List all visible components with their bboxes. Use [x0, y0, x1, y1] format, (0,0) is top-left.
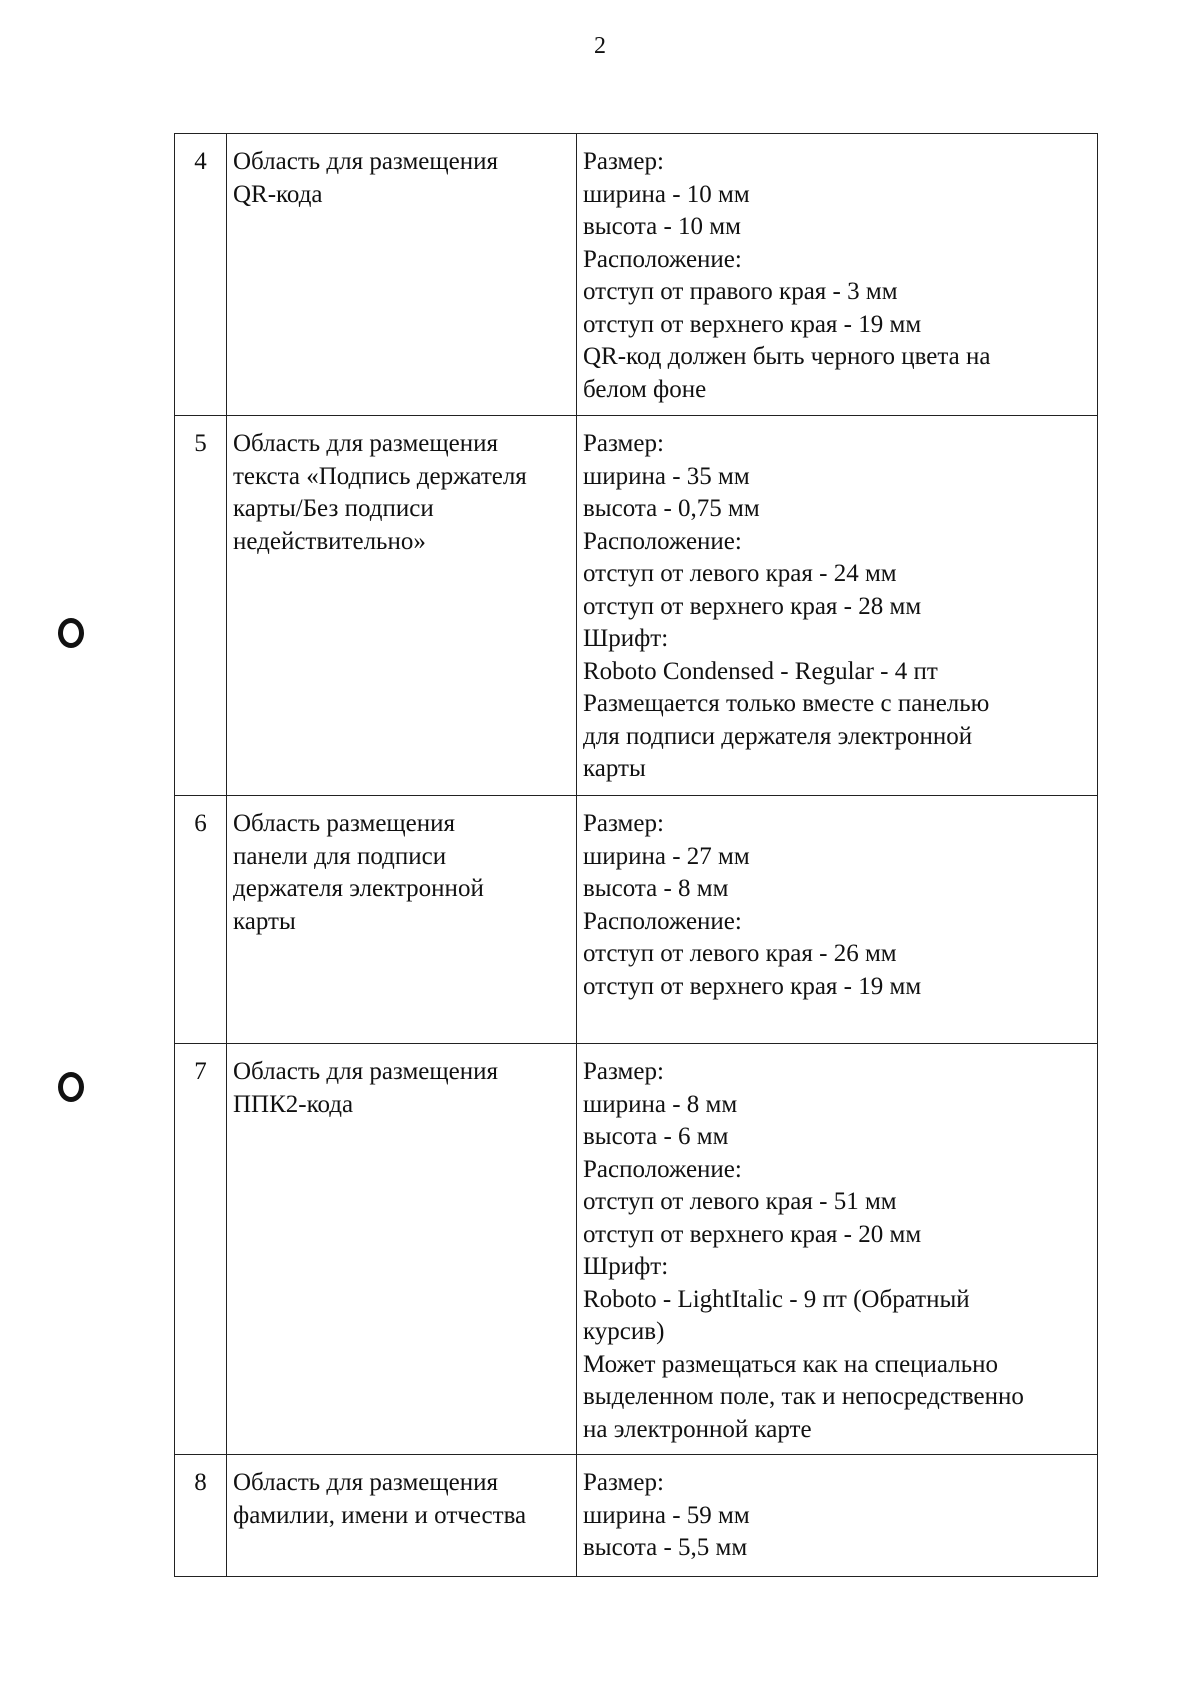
row-number: 6: [175, 796, 227, 1044]
row-spec-line: ширина - 35 мм: [583, 462, 750, 490]
row-spec-line: Roboto - LightItalic - 9 пт (Обратный: [583, 1285, 970, 1313]
row-name-line: карты: [233, 907, 296, 935]
row-spec-cell: [577, 796, 1098, 1044]
table-row: [175, 416, 1098, 796]
row-number: 7: [175, 1044, 227, 1455]
row-spec-line: высота - 6 мм: [583, 1123, 729, 1150]
row-name-line: карты/Без подписи: [233, 495, 434, 522]
row-spec-line: Может размещаться как на специально: [583, 1350, 998, 1378]
punch-hole-mark: [58, 1072, 84, 1102]
row-spec-line: белом фоне: [583, 375, 707, 403]
row-name-cell: [227, 134, 577, 416]
row-name-line: ППК2-кода: [233, 1090, 354, 1118]
row-spec-line: Расположение:: [583, 907, 742, 935]
row-name-cell: [227, 416, 577, 796]
row-spec-line: карты: [583, 755, 646, 782]
row-spec-cell: [577, 416, 1098, 796]
row-spec-line: высота - 5,5 мм: [583, 1534, 748, 1561]
row-name-line: текста «Подпись держателя: [233, 462, 527, 490]
punch-hole-mark: [58, 618, 84, 648]
row-name-cell: [227, 796, 577, 1044]
row-spec-line: Размещается только вместе с панелью: [583, 690, 990, 717]
row-spec-line: отступ от левого края - 24 мм: [583, 560, 897, 587]
row-spec-cell: [577, 1455, 1098, 1577]
row-spec-line: отступ от верхнего края - 19 мм: [583, 972, 922, 1000]
row-number: 4: [175, 134, 227, 416]
row-spec-line: Размер:: [583, 1469, 664, 1496]
row-number: 5: [175, 416, 227, 796]
row-name-line: Область размещения: [233, 810, 456, 837]
spec-table: [174, 133, 1098, 1577]
row-spec-line: QR-код должен быть черного цвета на: [583, 343, 991, 370]
row-name-cell: [227, 1455, 577, 1577]
row-spec-line: ширина - 59 мм: [583, 1501, 750, 1529]
row-spec-line: Шрифт:: [583, 1253, 669, 1280]
row-number: 8: [175, 1455, 227, 1577]
row-name-line: Область для размещения: [233, 1058, 498, 1085]
row-spec-line: отступ от верхнего края - 19 мм: [583, 310, 922, 338]
row-spec-line: отступ от правого края - 3 мм: [583, 278, 898, 305]
row-spec-line: ширина - 10 мм: [583, 180, 750, 208]
row-spec-line: отступ от левого края - 26 мм: [583, 940, 897, 967]
row-spec-line: Расположение:: [583, 245, 742, 273]
row-name-line: недействительно»: [233, 527, 426, 555]
row-spec-line: Размер:: [583, 810, 664, 837]
page-number: 2: [594, 33, 606, 59]
row-spec-line: отступ от левого края - 51 мм: [583, 1188, 897, 1215]
row-spec-cell: [577, 1044, 1098, 1455]
row-spec-line: для подписи держателя электронной: [583, 722, 973, 750]
row-spec-line: ширина - 8 мм: [583, 1090, 738, 1118]
table-row: [175, 796, 1098, 1044]
row-spec-line: Расположение:: [583, 1155, 742, 1183]
row-spec-line: Размер:: [583, 148, 664, 175]
table-row: [175, 1044, 1098, 1455]
row-spec-line: высота - 8 мм: [583, 875, 729, 902]
row-name-line: Область для размещения: [233, 148, 498, 175]
row-spec-cell: [577, 134, 1098, 416]
row-spec-line: Размер:: [583, 1058, 664, 1085]
row-name-line: панели для подписи: [233, 842, 447, 870]
row-spec-line: на электронной карте: [583, 1415, 812, 1443]
table-row: [175, 1455, 1098, 1577]
row-spec-line: выделенном поле, так и непосредственно: [583, 1383, 1024, 1410]
row-spec-line: курсив): [583, 1318, 665, 1345]
row-spec-line: высота - 0,75 мм: [583, 495, 760, 522]
row-spec-line: Размер:: [583, 430, 664, 457]
row-name-line: Область для размещения: [233, 430, 498, 457]
row-spec-line: Шрифт:: [583, 625, 669, 652]
table-row: [175, 134, 1098, 416]
row-spec-line: отступ от верхнего края - 28 мм: [583, 592, 922, 620]
row-name-line: фамилии, имени и отчества: [233, 1501, 527, 1529]
row-spec-line: ширина - 27 мм: [583, 842, 750, 870]
row-name-line: держателя электронной: [233, 875, 484, 902]
row-spec-line: отступ от верхнего края - 20 мм: [583, 1220, 922, 1248]
row-spec-line: Roboto Condensed - Regular - 4 пт: [583, 657, 938, 685]
row-name-line: QR-кода: [233, 180, 323, 208]
row-spec-line: Расположение:: [583, 527, 742, 555]
row-name-line: Область для размещения: [233, 1469, 498, 1496]
row-name-cell: [227, 1044, 577, 1455]
row-spec-line: высота - 10 мм: [583, 213, 741, 240]
